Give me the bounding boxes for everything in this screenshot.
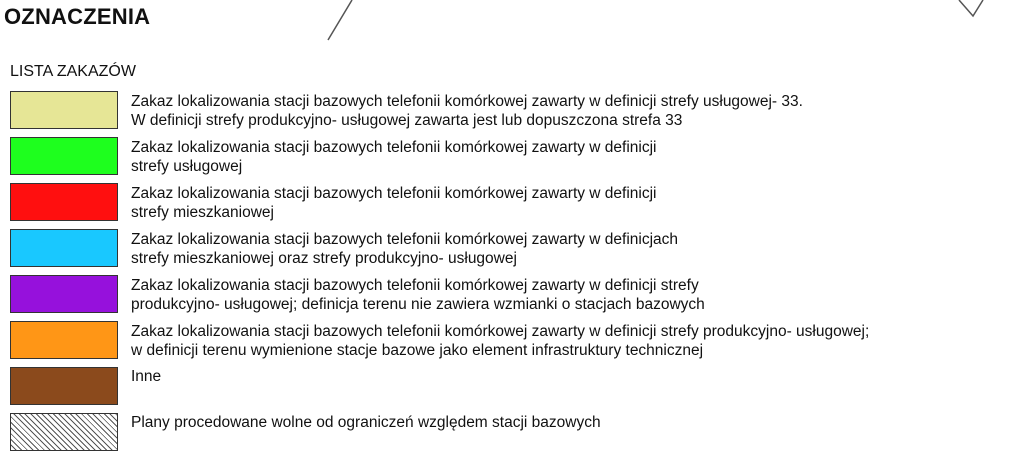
legend-item-line: Zakaz lokalizowania stacji bazowych telefonii komórkowej zawarty w definicji	[131, 139, 657, 156]
legend-item-line: W definicji strefy produkcyjno- usługowej zawarta jest lub dopuszczona strefa 33	[131, 112, 683, 129]
legend-item	[10, 272, 1020, 318]
legend-item-line: Plany procedowane wolne od ograniczeń względem stacji bazowych	[131, 414, 601, 431]
legend-item	[10, 134, 1020, 180]
legend-item-line: strefy mieszkaniowej oraz strefy produkcyjno- usługowej	[131, 250, 517, 267]
legend-item-line: Zakaz lokalizowania stacji bazowych telefonii komórkowej zawarty w definicjach	[131, 231, 679, 248]
legend-title: OZNACZENIA	[4, 4, 151, 29]
legend-item	[10, 364, 1020, 410]
legend-item	[10, 180, 1020, 226]
legend-item-text	[131, 276, 705, 314]
legend-item-line: Zakaz lokalizowania stacji bazowych telefonii komórkowej zawarty w definicji	[131, 185, 657, 202]
legend-item-text	[131, 367, 161, 386]
color-swatch	[10, 137, 118, 175]
color-swatch	[10, 321, 118, 359]
legend-item-text	[131, 413, 601, 432]
legend-item	[10, 226, 1020, 272]
legend-item-text	[131, 138, 657, 176]
legend-list	[10, 88, 1020, 456]
legend-item	[10, 410, 1020, 456]
legend-item-line: Zakaz lokalizowania stacji bazowych telefonii komórkowej zawarty w definicji strefy produkcyjno- usługowej;	[131, 323, 870, 340]
legend-item-text	[131, 184, 657, 222]
hatched-swatch	[10, 413, 118, 451]
color-swatch	[10, 367, 118, 405]
color-swatch	[10, 183, 118, 221]
legend-item-line: produkcyjno- usługowej; definicja terenu nie zawiera wzmianki o stacjach bazowych	[131, 296, 705, 313]
legend-item-line: strefy usługowej	[131, 158, 243, 175]
legend-item-line: Zakaz lokalizowania stacji bazowych telefonii komórkowej zawarty w definicji strefy	[131, 277, 699, 294]
map-boundary-fragment	[955, 0, 1024, 24]
legend-item-text	[131, 322, 869, 360]
legend-item-text	[131, 230, 678, 268]
map-line-fragment	[326, 0, 366, 44]
legend-item-text	[131, 92, 803, 130]
legend-item	[10, 88, 1020, 134]
color-swatch	[10, 229, 118, 267]
legend-item-line: Zakaz lokalizowania stacji bazowych telefonii komórkowej zawarty w definicji strefy usługowej- 33.	[131, 93, 803, 110]
color-swatch	[10, 275, 118, 313]
legend-item-line: strefy mieszkaniowej	[131, 204, 274, 221]
color-swatch	[10, 91, 118, 129]
legend-item-line: Inne	[131, 368, 162, 385]
legend-item-line: w definicji terenu wymienione stacje bazowe jako element infrastruktury technicznej	[131, 342, 704, 359]
prohibition-list-heading: LISTA ZAKAZÓW	[10, 63, 136, 80]
legend-item	[10, 318, 1020, 364]
